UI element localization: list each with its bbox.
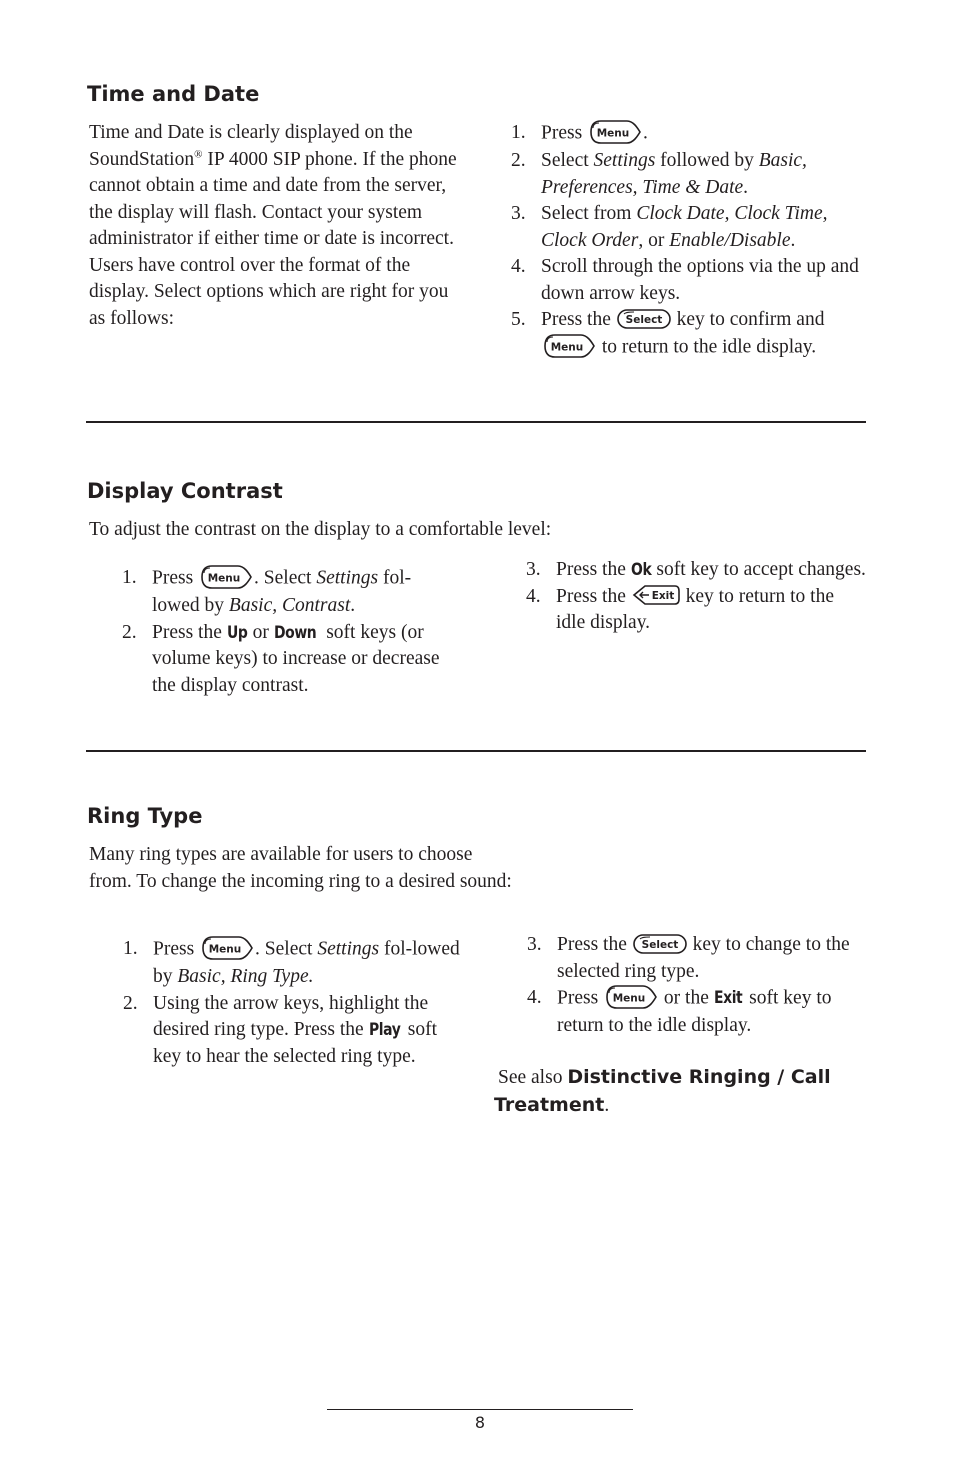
step-number: 3.	[526, 559, 541, 580]
ring-type-intro: Many ring types are available for users to choose from. To change the incoming ring to a desired sound:	[89, 844, 512, 892]
step-number: 2.	[122, 621, 137, 643]
step-text: soft key to return to the idle display.	[557, 987, 832, 1036]
step-number: 1.	[122, 567, 137, 588]
step-text: fol-lowed by	[152, 567, 412, 616]
list-item	[511, 120, 871, 148]
list-item	[511, 254, 871, 307]
step-text: to return to the idle display.	[597, 335, 817, 357]
time-date-steps	[511, 120, 871, 362]
menu-key-icon	[603, 983, 659, 1011]
see-also-text: See also	[498, 1067, 568, 1088]
page-number: 8	[474, 1413, 486, 1432]
display-contrast-steps-right	[526, 557, 866, 637]
see-also-reference: Distinctive Ringing / Call Treatment	[494, 1066, 831, 1116]
step-emphasis: Basic, Contrast	[228, 595, 351, 616]
step-text: , or	[638, 229, 670, 251]
registered-mark: ®	[194, 148, 203, 160]
step-text: Press	[541, 122, 588, 144]
select-key-icon	[632, 933, 688, 955]
list-item	[527, 985, 867, 1040]
list-item	[122, 620, 446, 700]
step-emphasis: Settings	[317, 938, 380, 960]
play-softkey-label: Play	[368, 1020, 400, 1040]
svg-text:Select: Select	[625, 313, 663, 326]
step-text: . Select	[254, 567, 317, 589]
ring-type-steps-right	[527, 932, 867, 1040]
step-text: . Select	[255, 938, 318, 960]
step-number: 2.	[511, 150, 526, 171]
step-text: Press the	[541, 309, 616, 330]
step-text: .	[743, 176, 749, 198]
step-text: Scroll through the options via the up and down arrow keys.	[541, 256, 859, 304]
list-item	[511, 201, 871, 254]
svg-text:Menu: Menu	[207, 572, 241, 585]
step-emphasis: Basic, Preferences, Time & Date	[541, 150, 807, 198]
footer-rule	[327, 1409, 633, 1410]
intro-text: Time and Date is clearly displayed on the SoundStation	[89, 122, 413, 170]
up-softkey-label: Up	[226, 622, 248, 643]
step-emphasis: Clock Date, Clock Time, Clock Order	[541, 203, 828, 251]
step-number: 2.	[123, 992, 138, 1014]
step-emphasis: Enable/Disable	[669, 229, 791, 251]
step-text: soft key to accept changes.	[651, 559, 866, 580]
section-divider	[86, 421, 866, 423]
step-text: soft key to hear the selected ring type.	[153, 1019, 437, 1067]
list-item	[122, 565, 446, 620]
see-also-note	[494, 1064, 874, 1119]
svg-text:Menu: Menu	[612, 992, 646, 1005]
menu-key-icon	[198, 563, 254, 591]
step-text: fol-lowed by	[153, 938, 460, 987]
menu-key-icon	[587, 118, 643, 146]
step-number: 1.	[123, 938, 138, 959]
svg-text:Menu: Menu	[596, 127, 630, 140]
step-emphasis: Basic, Ring Type.	[177, 966, 314, 987]
section-title-time-date: Time and Date	[87, 82, 260, 106]
step-number: 4.	[511, 256, 526, 277]
step-text: Press	[152, 567, 199, 589]
intro-text: IP 4000 SIP phone. If the phone cannot obtain a time and date from the server, the display will flash. Contact your system administrator if either time or date is incorrect. Users have control over the format of the display. Select options which are right for you as follows:	[89, 148, 457, 329]
list-item	[123, 991, 463, 1071]
step-number: 1.	[511, 122, 526, 143]
select-key-icon	[616, 308, 672, 330]
step-text: Press the	[152, 621, 227, 643]
step-emphasis: Settings	[316, 567, 379, 589]
display-contrast-intro: To adjust the contrast on the display to a comfortable level:	[89, 519, 552, 540]
step-text: Select from	[541, 203, 637, 224]
step-text: Select	[541, 150, 594, 171]
step-text: .	[790, 229, 796, 251]
step-text: or the	[659, 987, 714, 1009]
step-text: .	[643, 122, 648, 144]
down-softkey-label: Down	[273, 622, 317, 643]
section-divider	[86, 750, 866, 752]
step-text: Press the	[556, 559, 631, 580]
step-text: soft keys (or volume keys) to increase or decrease the display contrast.	[152, 621, 440, 696]
see-also-text: .	[604, 1094, 610, 1116]
step-emphasis: Settings	[593, 150, 656, 171]
step-text: Using the arrow keys, highlight the desired ring type. Press the	[153, 992, 429, 1040]
step-text: key to confirm and	[671, 309, 825, 330]
svg-text:Menu: Menu	[550, 341, 584, 353]
step-text: Press	[153, 938, 200, 960]
section-title-ring-type: Ring Type	[87, 804, 203, 828]
step-number: 3.	[511, 203, 526, 224]
step-number: 5.	[511, 309, 526, 330]
list-item	[526, 557, 866, 584]
step-text: Press	[557, 987, 604, 1009]
step-text: or	[247, 621, 274, 643]
list-item	[511, 148, 871, 201]
step-text: followed by	[655, 150, 759, 171]
list-item	[511, 307, 871, 362]
menu-key-icon	[199, 934, 255, 962]
step-number: 3.	[527, 934, 542, 955]
section-title-display-contrast: Display Contrast	[87, 479, 283, 503]
ring-type-steps-left	[123, 936, 463, 1070]
list-item	[527, 932, 867, 985]
exit-key-icon	[631, 583, 681, 607]
time-date-intro	[89, 120, 461, 332]
svg-text:Menu: Menu	[208, 943, 242, 956]
step-number: 4.	[526, 585, 541, 607]
step-text: .	[350, 595, 356, 616]
step-text: Press the	[557, 934, 632, 955]
ok-softkey-label: Ok	[630, 560, 652, 580]
menu-key-icon	[541, 332, 597, 360]
svg-text:Exit: Exit	[651, 590, 675, 603]
step-text: key to return to the idle display.	[556, 585, 834, 633]
step-text: key to change to the selected ring type.	[557, 934, 850, 982]
display-contrast-steps-left	[122, 565, 446, 699]
step-text: Press the	[556, 585, 631, 607]
svg-text:Select: Select	[641, 938, 679, 951]
list-item	[123, 936, 463, 991]
list-item	[526, 584, 866, 637]
step-number: 4.	[527, 987, 542, 1008]
exit-softkey-label: Exit	[713, 988, 743, 1009]
